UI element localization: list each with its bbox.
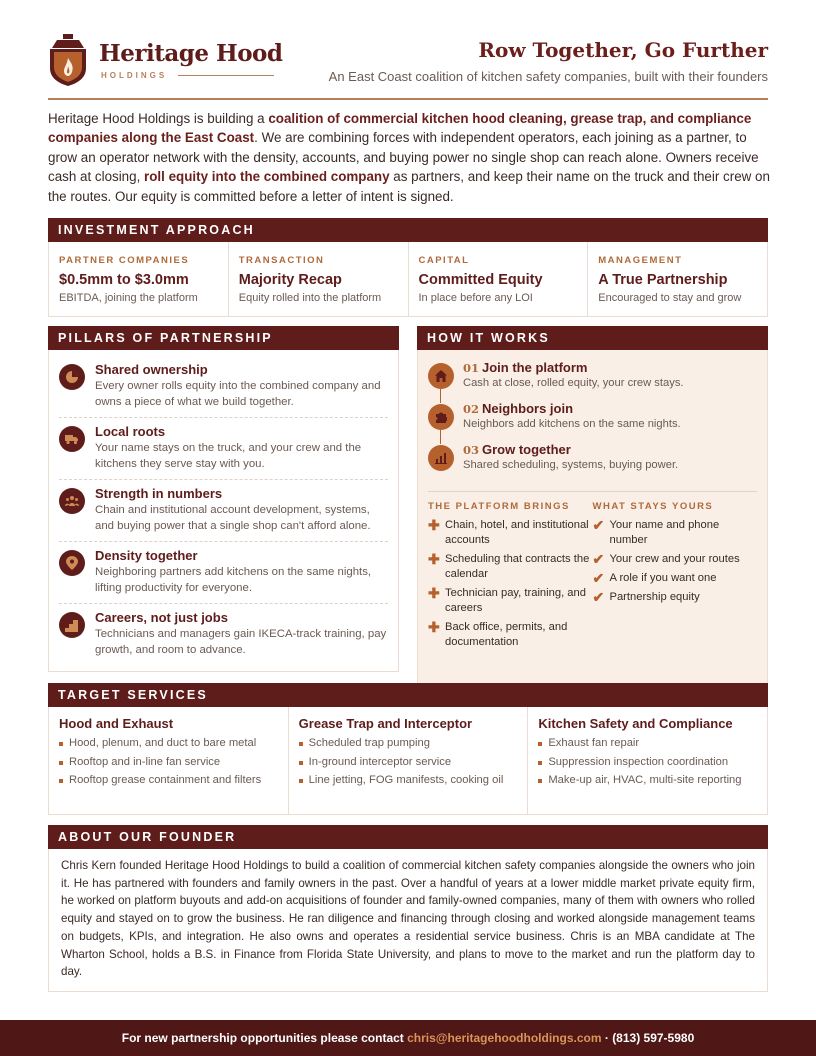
service-item xyxy=(59,755,278,771)
founder-bio: Chris Kern founded Heritage Hood Holdings to build a coalition of commercial kitchen safety companies alongside the owners who join it. He has partnered with founders and family owners in the past. Over a handful of years at a lower middle market private equity firm, he worked on platform buyouts and add-on acquisitions of founder and family-owned companies, many of them with owners who rolled equity and stayed on to grow the business. He ran diligence and financing through closing and worked alongside management teams on budgets, KPIs, and integration. He also owns and operates a residential service business. Chris is an MBA candidate at The Wharton School, holds a B.S. in Finance from Florida State University, and plans to move to the market and run the platform day to day. xyxy=(48,849,768,992)
step-title-text: Neighbors join xyxy=(482,401,574,416)
invest-cell xyxy=(409,242,589,316)
intro-bold-2: roll equity into the combined company xyxy=(144,169,390,185)
pillar-item xyxy=(59,356,388,418)
location-pin-icon xyxy=(59,550,85,576)
section-title: HOW IT WORKS xyxy=(417,326,768,350)
invest-cell xyxy=(229,242,409,316)
step-title-text: Join the platform xyxy=(482,360,588,375)
step-number: 01 xyxy=(463,361,480,375)
how-it-works-section xyxy=(417,326,768,697)
intro-text-3: as partners, and keep their name on the truck and their crew on the routes. Our equity is committed before a letter of intent is signed. xyxy=(48,169,770,204)
service-title: Kitchen Safety and Compliance xyxy=(538,716,733,731)
pillar-desc: Neighboring partners add kitchens on the same nights, lifting productivity for everyone. xyxy=(95,566,372,594)
service-item xyxy=(299,736,518,752)
list-item-text: Chain, hotel, and institutional accounts xyxy=(445,519,589,546)
list-item-text: Scheduling that contracts the calendar xyxy=(445,553,590,580)
section-title: INVESTMENT APPROACH xyxy=(48,218,768,242)
check-icon: ✔ xyxy=(592,570,605,586)
service-item-text: In-ground interceptor service xyxy=(308,755,452,768)
bullet-icon xyxy=(299,761,303,765)
contact-phone[interactable]: (813) 597-5980 xyxy=(612,1031,695,1045)
step-number: 02 xyxy=(463,402,480,416)
list-item xyxy=(593,518,758,548)
bullet-icon xyxy=(59,761,63,765)
invest-desc: Equity rolled into the platform xyxy=(238,292,382,304)
pillars-section xyxy=(48,326,399,672)
service-item-text: Scheduled trap pumping xyxy=(308,737,430,749)
list-item-text: Your crew and your routes xyxy=(609,553,740,565)
pillar-desc: Your name stays on the truck, and your crew and the kitchens they serve stay with you. xyxy=(95,442,362,470)
service-item-text: Suppression inspection coordination xyxy=(548,755,729,768)
pie-chart-icon xyxy=(59,364,85,390)
service-item-text: Make-up air, HVAC, multi-site reporting xyxy=(548,774,742,786)
service-item-text: Rooftop and in-line fan service xyxy=(69,755,221,768)
intro-text-2: . We are combining forces with independent operators, each joining as a partner, to grow an operator network with the density, accounts, and buying power no single shop can reach alone. Owners receive cash at closing, xyxy=(48,130,759,185)
service-item-text: Line jetting, FOG manifests, cooking oil xyxy=(308,774,504,786)
step-desc: Shared scheduling, systems, buying power. xyxy=(463,459,679,471)
step-item xyxy=(428,442,757,482)
stairs-icon xyxy=(59,612,85,638)
footer-separator: · xyxy=(601,1031,613,1045)
contact-email-link[interactable]: chris@heritagehoodholdings.com xyxy=(407,1031,602,1045)
invest-desc: EBITDA, joining the platform xyxy=(59,292,198,304)
step-item xyxy=(428,360,757,400)
invest-label: CAPITAL xyxy=(418,255,470,266)
platform-brings-list xyxy=(428,501,593,654)
pillar-desc: Every owner rolls equity into the combined company and owns a piece of what we build together. xyxy=(95,380,381,408)
list-item xyxy=(593,552,758,567)
pillar-item xyxy=(59,604,388,665)
service-item-text: Rooftop grease containment and filters xyxy=(69,774,262,786)
check-icon: ✔ xyxy=(592,589,605,605)
service-item xyxy=(299,773,518,789)
step-number: 03 xyxy=(463,443,480,457)
check-icon: ✔ xyxy=(592,551,605,567)
service-item xyxy=(59,736,278,752)
list-item xyxy=(593,571,758,586)
list-item xyxy=(593,590,758,605)
service-column xyxy=(289,707,529,814)
list-item-text: Back office, permits, and documentation xyxy=(445,621,568,648)
list-heading: WHAT STAYS YOURS xyxy=(592,501,714,512)
invest-label: MANAGEMENT xyxy=(598,255,683,266)
section-title: TARGET SERVICES xyxy=(48,683,768,707)
list-item-text: A role if you want one xyxy=(609,572,717,584)
list-item-text: Your name and phone number xyxy=(609,519,720,546)
page-header xyxy=(48,34,768,100)
bullet-icon xyxy=(299,742,303,746)
plus-icon: ✚ xyxy=(428,619,440,635)
invest-label: TRANSACTION xyxy=(238,255,325,266)
bullet-icon xyxy=(59,779,63,783)
invest-value: $0.5mm to $3.0mm xyxy=(59,272,189,288)
step-item xyxy=(428,401,757,441)
invest-cell xyxy=(588,242,767,316)
list-item xyxy=(428,620,593,650)
invest-desc: In place before any LOI xyxy=(418,292,533,304)
brand-divider xyxy=(178,75,274,76)
founder-section xyxy=(48,825,768,992)
puzzle-icon xyxy=(428,404,454,430)
target-services-section xyxy=(48,683,768,815)
step-title xyxy=(463,401,681,416)
service-column xyxy=(49,707,289,814)
hood-logo-icon xyxy=(48,34,88,86)
page-subtagline: An East Coast coalition of kitchen safety companies, built with their founders xyxy=(328,69,768,84)
service-item xyxy=(59,773,278,789)
section-title: ABOUT OUR FOUNDER xyxy=(48,825,768,849)
truck-icon xyxy=(59,426,85,452)
list-heading: THE PLATFORM BRINGS xyxy=(428,501,570,512)
brand-name: Heritage Hood xyxy=(99,40,283,67)
brand-subtitle: HOLDINGS xyxy=(101,71,168,80)
page-tagline: Row Together, Go Further xyxy=(478,38,768,62)
service-item xyxy=(538,773,757,789)
bullet-icon xyxy=(538,742,542,746)
service-title: Grease Trap and Interceptor xyxy=(298,716,473,731)
bullet-icon xyxy=(538,779,542,783)
pillar-item xyxy=(59,418,388,480)
pillar-title: Local roots xyxy=(95,424,166,439)
section-title: PILLARS OF PARTNERSHIP xyxy=(48,326,399,350)
bullet-icon xyxy=(299,779,303,783)
investment-approach-section xyxy=(48,218,768,317)
step-title xyxy=(463,360,684,375)
list-item xyxy=(428,518,593,548)
list-item-text: Technician pay, training, and careers xyxy=(445,587,586,614)
pillar-title: Density together xyxy=(95,548,198,563)
plus-icon: ✚ xyxy=(428,517,440,533)
service-item-text: Exhaust fan repair xyxy=(548,737,640,749)
bullet-icon xyxy=(538,761,542,765)
home-icon xyxy=(428,363,454,389)
stays-yours-list xyxy=(593,501,758,654)
invest-value: A True Partnership xyxy=(598,272,728,288)
invest-desc: Encouraged to stay and grow xyxy=(598,292,742,304)
invest-cell xyxy=(49,242,229,316)
list-item xyxy=(428,552,593,582)
pillar-title: Strength in numbers xyxy=(95,486,223,501)
invest-label: PARTNER COMPANIES xyxy=(59,255,190,266)
pillar-desc: Technicians and managers gain IKECA-track training, pay growth, and room to advance. xyxy=(95,628,387,656)
intro-paragraph xyxy=(48,109,770,206)
step-title xyxy=(463,442,678,457)
pillar-desc: Chain and institutional account development, systems, and buying power that a single shop can't afford alone. xyxy=(95,504,371,532)
bullet-icon xyxy=(59,742,63,746)
step-title-text: Grow together xyxy=(482,442,571,457)
step-desc: Cash at close, rolled equity, your crew stays. xyxy=(463,377,684,389)
invest-value: Committed Equity xyxy=(418,272,543,288)
plus-icon: ✚ xyxy=(428,551,440,567)
contact-footer xyxy=(0,1020,816,1056)
service-item xyxy=(538,755,757,771)
list-item xyxy=(428,586,593,616)
service-title: Hood and Exhaust xyxy=(59,716,174,731)
footer-lead: For new partnership opportunities please contact xyxy=(121,1031,408,1045)
plus-icon: ✚ xyxy=(428,585,440,601)
check-icon: ✔ xyxy=(592,517,605,533)
people-icon xyxy=(59,488,85,514)
intro-text-1: Heritage Hood Holdings is building a xyxy=(48,111,269,126)
step-desc: Neighbors add kitchens on the same nights. xyxy=(463,418,681,430)
divider xyxy=(428,491,757,492)
pillar-title: Careers, not just jobs xyxy=(95,610,228,625)
invest-value: Majority Recap xyxy=(238,272,342,288)
service-column xyxy=(528,707,767,814)
service-item-text: Hood, plenum, and duct to bare metal xyxy=(69,737,257,749)
pillar-item xyxy=(59,480,388,542)
service-item xyxy=(538,736,757,752)
list-item-text: Partnership equity xyxy=(609,591,700,603)
intro-bold-1: coalition of commercial kitchen hood cleaning, grease trap, and compliance companies along the East Coast xyxy=(48,111,752,146)
service-item xyxy=(299,755,518,771)
pillar-title: Shared ownership xyxy=(95,362,208,377)
bar-chart-icon xyxy=(428,445,454,471)
pillar-item xyxy=(59,542,388,604)
